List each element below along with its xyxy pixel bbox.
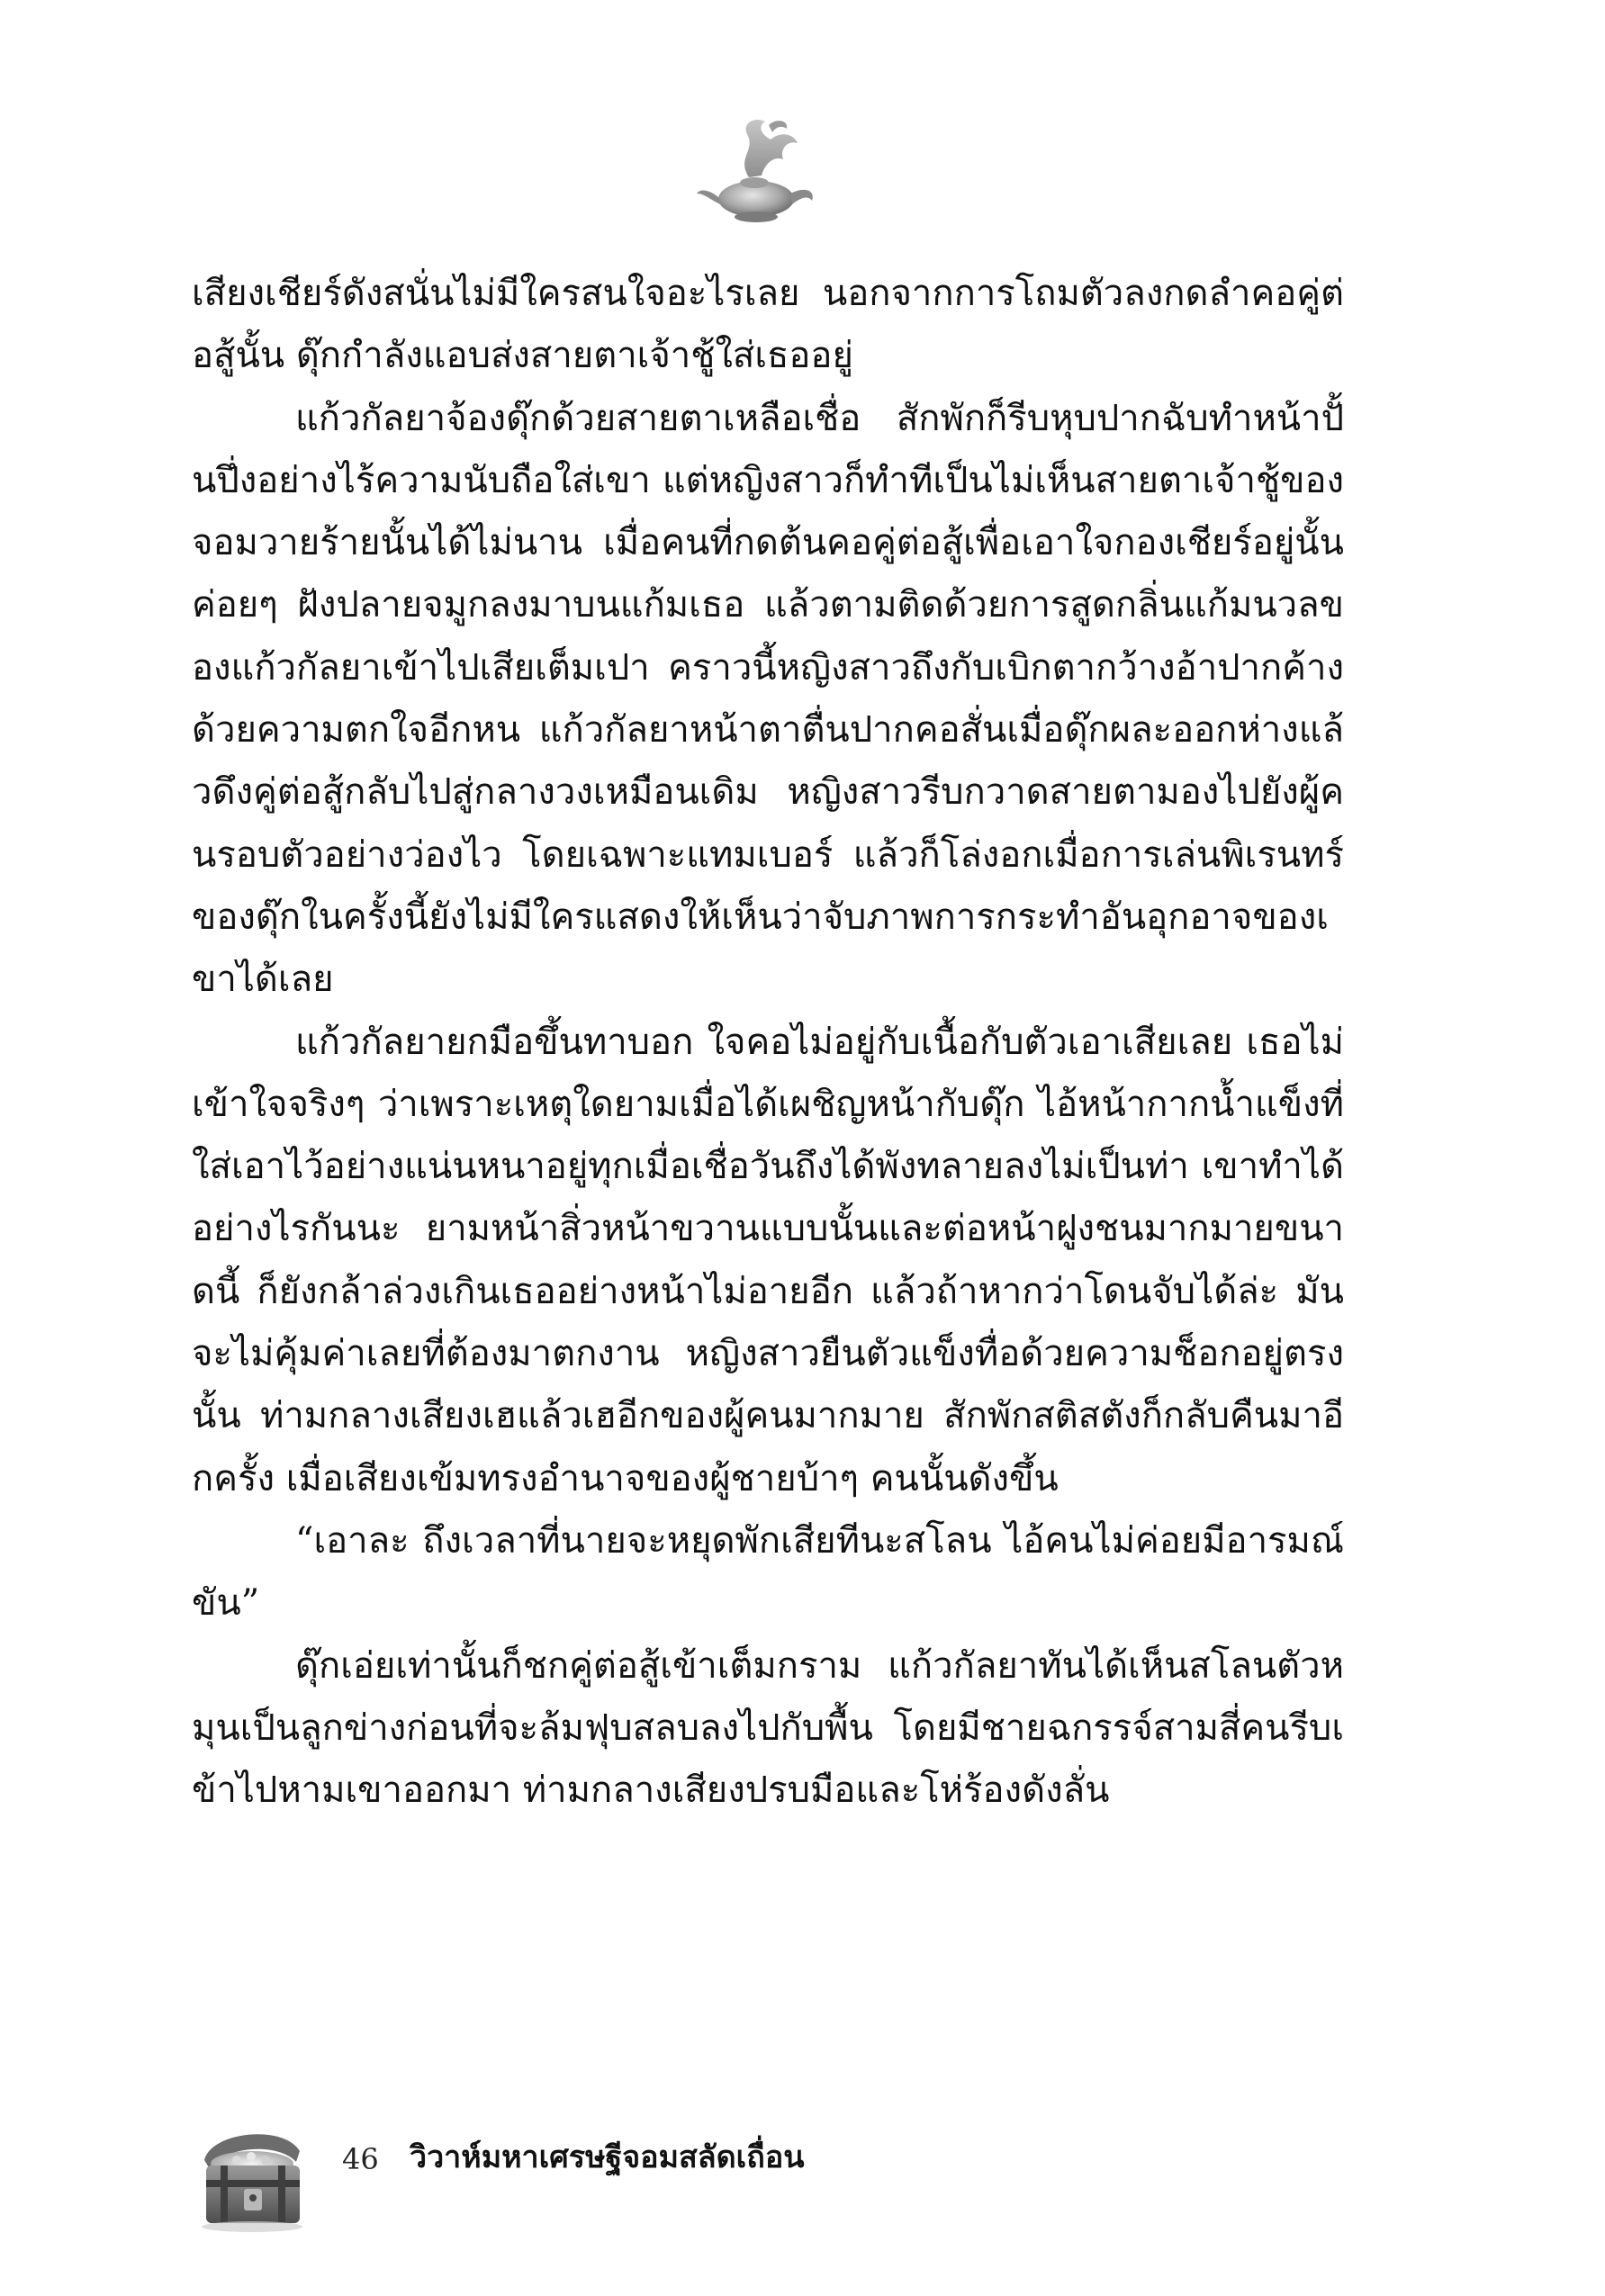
page-footer xyxy=(185,2106,1355,2241)
treasure-chest-icon xyxy=(185,2106,320,2241)
dialogue-paragraph: “เอาละ ถึงเวลาที่นายจะหยุดพักเสียทีนะสโลน ไอ้คนไม่ค่อยมีอารมณ์ขัน” xyxy=(192,1519,1344,1625)
paragraph-continuation: เสียงเชียร์ดังสนั่นไม่มีใครสนใจอะไรเลย นอกจากการโถมตัวลงกดลำคอคู่ต่อสู้นั้น ดุ๊กกำลังแอบส่งสายตาเจ้าชู้ใส่เธออยู่ xyxy=(192,273,1344,377)
paragraph: ดุ๊กเอ่ยเท่านั้นก็ชกคู่ต่อสู้เข้าเต็มกราม แก้วกัลยาทันได้เห็นสโลนตัวหมุนเป็นลูกข่างก่อนที่จะล้มฟุบสลบลงไปกับพื้น โดยมีชายฉกรรจ์สามสี่คนรีบเข้าไปหามเขาออกมา ท่ามกลางเสียงปรบมือและโห่ร้องดังลั่น xyxy=(192,1644,1344,1812)
genie-lamp-icon xyxy=(693,104,828,239)
page-number: 46 xyxy=(342,2142,379,2176)
paragraph: แก้วกัลยายกมือขึ้นทาบอก ใจคอไม่อยู่กับเนื้อกับตัวเอาเสียเลย เธอไม่เข้าใจจริงๆ ว่าเพราะเหตุใดยามเมื่อได้เผชิญหน้ากับดุ๊ก ไอ้หน้ากากน้ำแข็งที่ใส่เอาไว้อย่างแน่นหนาอยู่ทุกเมื่อเชื่อวันถึงได้พังทลายลงไม่เป็นท่า เขาทำได้อย่างไรกันนะ ยามหน้าสิ่วหน้าขวานแบบนั้นและต่อหน้าฝูงชนมากมายขนาดนี้ ก็ยังกล้าล่วงเกินเธออย่างหน้าไม่อายอีก แล้วถ้าหากว่าโดนจับได้ล่ะ มันจะไม่คุ้มค่าเลยที่ต้องมาตกงาน หญิงสาวยืนตัวแข็งทื่อด้วยความช็อกอยู่ตรงนั้น ท่ามกลางเสียงเฮแล้วเฮอีกของผู้คนมากมาย สักพักสติสตังก็กลับคืนมาอีกครั้ง เมื่อเสียงเข้มทรงอำนาจของผู้ชายบ้าๆ คนนั้นดังขึ้น xyxy=(192,1021,1344,1499)
body-text xyxy=(192,263,1344,1822)
book-title: วิวาห์มหาเศรษฐีจอมสลัดเถื่อน xyxy=(410,2139,805,2175)
paragraph: แก้วกัลยาจ้องดุ๊กด้วยสายตาเหลือเชื่อ สักพักก็รีบหุบปากฉับทำหน้าปั้นปึ่งอย่างไร้ความนับถือใส่เขา แต่หญิงสาวก็ทำทีเป็นไม่เห็นสายตาเจ้าชู้ของจอมวายร้ายนั้นได้ไม่นาน เมื่อคนที่กดต้นคอคู่ต่อสู้เพื่อเอาใจกองเชียร์อยู่นั้น ค่อยๆ ฝังปลายจมูกลงมาบนแก้มเธอ แล้วตามติดด้วยการสูดกลิ่นแก้มนวลของแก้วกัลยาเข้าไปเสียเต็มเปา คราวนี้หญิงสาวถึงกับเบิกตากว้างอ้าปากค้างด้วยความตกใจอีกหน แก้วกัลยาหน้าตาตื่นปากคอสั่นเมื่อดุ๊กผละออกห่างแล้วดึงคู่ต่อสู้กลับไปสู่กลางวงเหมือนเดิม หญิงสาวรีบกวาดสายตามองไปยังผู้คนรอบตัวอย่างว่องไว โดยเฉพาะแทมเบอร์ แล้วก็โล่งอกเมื่อการเล่นพิเรนทร์ของดุ๊กในครั้งนี้ยังไม่มีใครแสดงให้เห็นว่าจับภาพการกระทำอันอุกอาจของเขาได้เลย xyxy=(192,397,1344,1001)
